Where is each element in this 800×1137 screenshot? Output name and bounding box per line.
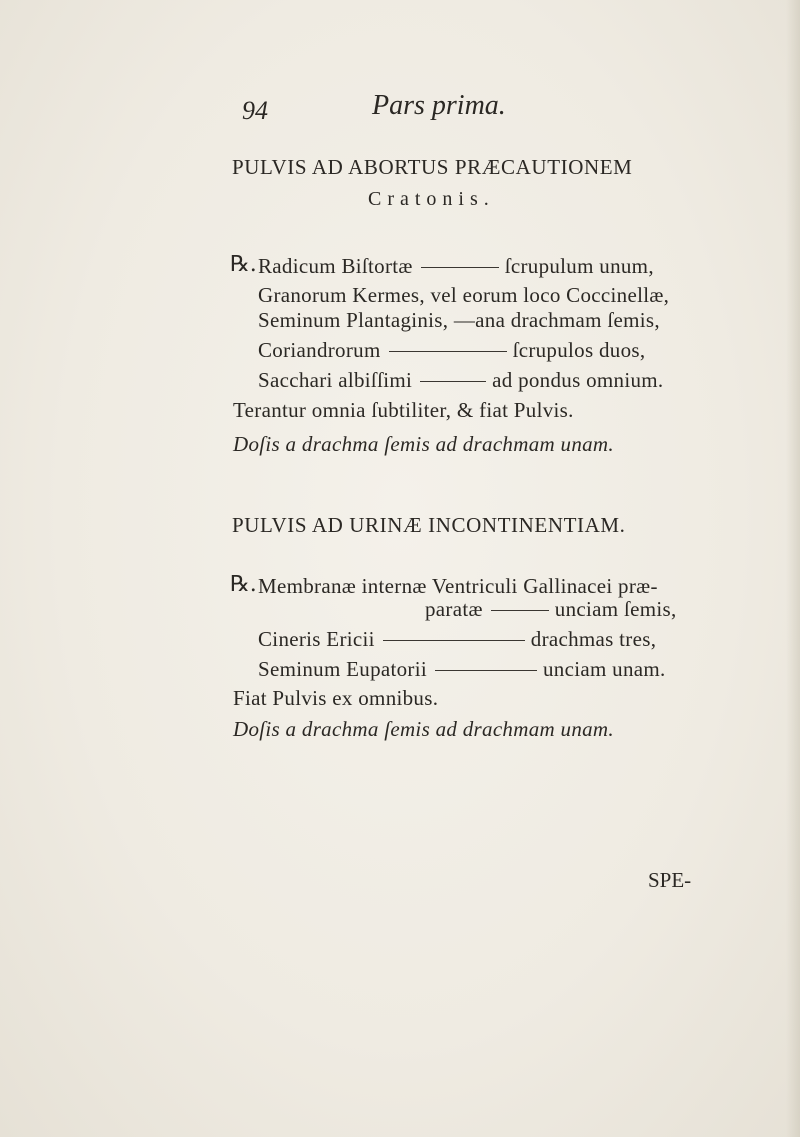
leader-dash	[420, 381, 486, 382]
section1-line-5-quantity: ad pondus omnium.	[492, 368, 664, 392]
section2-line-1-cont-item: paratæ	[425, 597, 483, 621]
section2-line-3-quantity: unciam unam.	[543, 657, 666, 681]
leader-dash	[421, 267, 499, 268]
section1-line-3: Seminum Plantaginis, —ana drachmam ſemis,	[258, 308, 660, 332]
section1-line-1-quantity: ſcrupulum unum,	[504, 254, 654, 278]
section2-title: PULVIS AD URINÆ INCONTINENTIAM.	[232, 513, 626, 537]
leader-dash	[389, 351, 507, 352]
running-title: Pars prima.	[372, 90, 506, 121]
section2-line-3-item: Seminum Eupatorii	[258, 657, 427, 681]
section2-line-2-item: Cineris Ericii	[258, 627, 375, 651]
section2-dose: Doſis a drachma ſemis ad drachmam unam.	[233, 717, 614, 741]
section1-title: PULVIS AD ABORTUS PRÆCAUTIONEM	[232, 155, 633, 179]
section1-line-5	[258, 368, 663, 393]
section1-line-5-item: Sacchari albiſſimi	[258, 368, 413, 392]
leader-dash	[491, 610, 549, 611]
section2-line-1-quantity: unciam ſemis,	[554, 597, 677, 621]
page-edge-shadow	[786, 0, 800, 1137]
section1-line-2: Granorum Kermes, vel eorum loco Coccinellæ,	[258, 283, 670, 307]
section2-line-1: Membranæ internæ Ventriculi Gallinacei præ-	[258, 574, 658, 598]
section1-line-1	[258, 254, 654, 279]
section1-line-4-quantity: ſcrupulos duos,	[512, 338, 646, 362]
section2-line-2	[258, 627, 656, 652]
section1-line-4	[258, 338, 645, 363]
section1-instruction: Terantur omnia ſubtiliter, & fiat Pulvis.	[233, 398, 574, 422]
section1-dose: Doſis a drachma ſemis ad drachmam unam.	[233, 432, 614, 456]
section2-rx-symbol: ℞.	[230, 572, 257, 597]
leader-dash	[383, 640, 525, 641]
section2-line-1-cont	[425, 597, 677, 622]
section2-line-2-quantity: drachmas tres,	[530, 627, 657, 651]
section1-rx-symbol: ℞.	[230, 252, 257, 277]
section2-line-3	[258, 657, 666, 682]
page-number: 94	[242, 96, 268, 125]
catchword: SPE-	[648, 868, 692, 892]
section1-subtitle: Cratonis.	[368, 188, 495, 210]
section1-line-1-item: Radicum Biſtortæ	[258, 254, 413, 278]
section2-instruction: Fiat Pulvis ex omnibus.	[233, 686, 439, 710]
leader-dash	[435, 670, 537, 671]
section1-line-4-item: Coriandrorum	[258, 338, 381, 362]
